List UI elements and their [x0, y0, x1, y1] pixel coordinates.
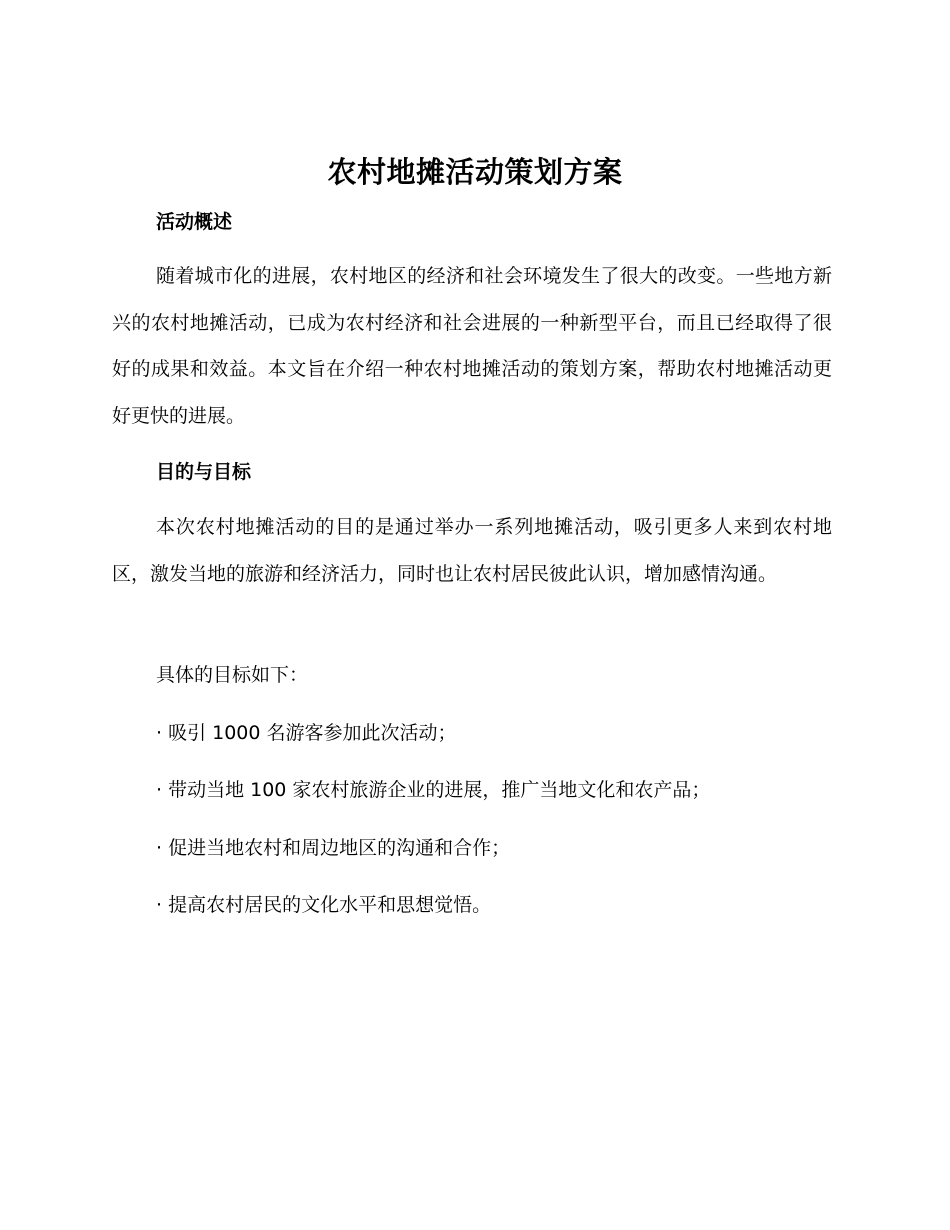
goals-intro: 具体的目标如下： [156, 664, 309, 686]
goal-item: · 带动当地 100 家农村旅游企业的进展，推广当地文化和农产品； [156, 779, 711, 801]
section-heading-goals: 目的与目标 [156, 461, 252, 483]
goals-paragraph: 本次农村地摊活动的目的是通过举办一系列地摊活动，吸引更多人来到农村地区，激发当地的旅游和经济活力，同时也让农村居民彼此认识，增加感情沟通。 [112, 516, 832, 585]
goal-item: · 吸引 1000 名游客参加此次活动； [156, 722, 457, 744]
overview-paragraph: 随着城市化的进展，农村地区的经济和社会环境发生了很大的改变。一些地方新兴的农村地摊活动，已成为农村经济和社会进展的一种新型平台，而且已经取得了很好的成果和效益。本文旨在介绍一种农村地摊活动的策划方案，帮助农村地摊活动更好更快的进展。 [112, 265, 832, 427]
goal-item: · 促进当地农村和周边地区的沟通和合作； [156, 837, 511, 859]
section-heading-overview: 活动概述 [156, 211, 233, 233]
document-title: 农村地摊活动策划方案 [327, 155, 623, 189]
goal-item: · 提高农村居民的文化水平和思想觉悟。 [156, 894, 492, 916]
